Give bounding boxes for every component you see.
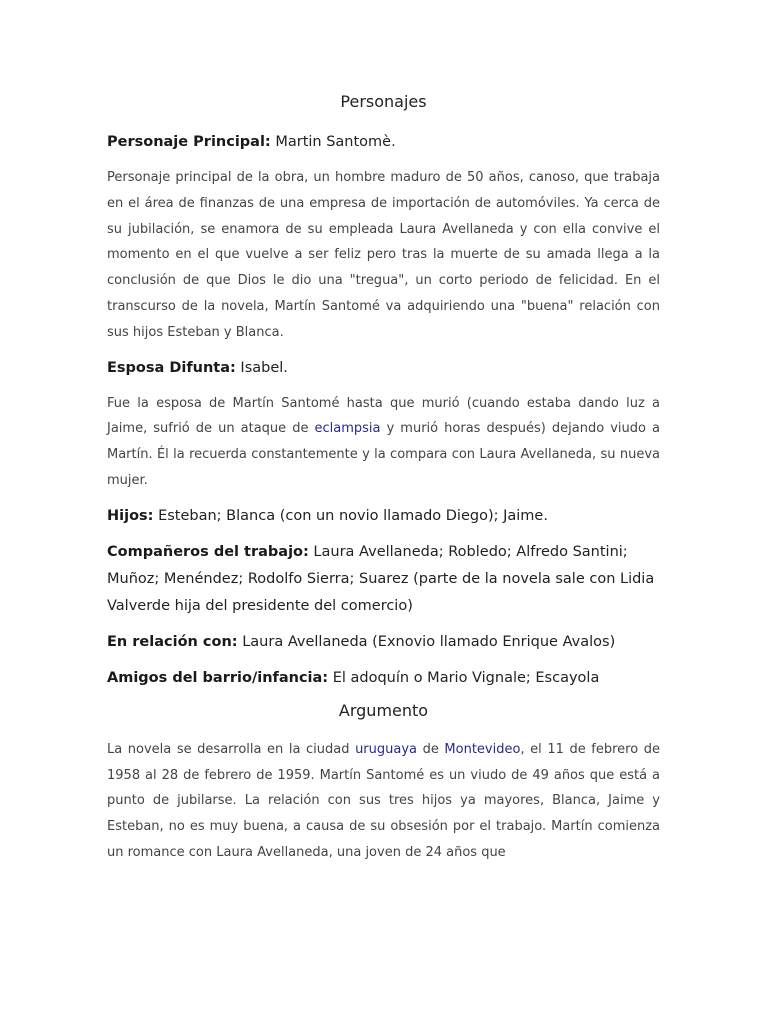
relacion-label: En relación con: xyxy=(107,633,238,650)
principal-label: Personaje Principal: xyxy=(107,134,271,150)
esposa-line xyxy=(107,355,660,382)
argumento-text-1: La novela se desarrolla en la ciudad xyxy=(107,741,356,757)
principal-line xyxy=(107,129,660,156)
principal-value: Martin Santomè. xyxy=(270,134,396,150)
esposa-description-text-1: Fue la esposa de Martín Santomé hasta que murió (cuando estaba dando luz a Jaime, sufrió de un ataque de xyxy=(107,395,660,437)
personajes-heading: Personajes xyxy=(340,92,427,111)
hijos-label: Hijos: xyxy=(107,507,154,524)
amigos-line xyxy=(107,665,660,692)
montevideo-link[interactable]: Montevideo xyxy=(444,741,521,757)
argumento-paragraph xyxy=(107,737,660,866)
principal-description: Personaje principal de la obra, un hombre maduro de 50 años, canoso, que trabaja en el área de finanzas de una empresa de importación de automóviles. Ya cerca de su jubilación, se enamora de su empleada Laura Avellaneda y con ella convive el momento en el que vuelve a ser feliz pero tras la muerte de su amada llega a la conclusión de que Dios le dio una "tregua", un corto periodo de felicidad. En el transcurso de la novela, Martín Santomé va adquiriendo una "buena" relación con sus hijos Esteban y Blanca. xyxy=(107,170,660,340)
amigos-value: El adoquín o Mario Vignale; Escayola xyxy=(328,669,600,686)
argumento-text-3: , el 11 de febrero de 1958 al 28 de febrero de 1959. Martín Santomé es un viudo de 49 años que está a punto de jubilarse. La relación con sus tres hijos ya mayores, Blanca, Jaime y Esteban, no es muy buena, a causa de su obsesión por el trabajo. Martín comienza un romance con Laura Avellaneda, una joven de 24 años que xyxy=(107,741,660,860)
companeros-label: Compañeros del trabajo: xyxy=(107,543,309,560)
relacion-line xyxy=(107,629,660,656)
argumento-text-2: de xyxy=(417,741,445,757)
esposa-value: Isabel. xyxy=(235,359,288,376)
companeros-line xyxy=(107,539,660,620)
esposa-label: Esposa Difunta: xyxy=(107,359,236,376)
hijos-value: Esteban; Blanca (con un novio llamado Diego); Jaime. xyxy=(153,507,548,524)
argumento-heading: Argumento xyxy=(338,700,429,720)
relacion-value: Laura Avellaneda (Exnovio llamado Enrique Avalos) xyxy=(237,633,616,650)
eclampsia-link[interactable]: eclampsia xyxy=(314,421,381,437)
companeros-value: Laura Avellaneda; Robledo; Alfredo Santini; Muñoz; Menéndez; Rodolfo Sierra; Suarez (parte de la novela sale con Lidia Valverde hija del presidente del comercio) xyxy=(107,543,655,614)
amigos-label: Amigos del barrio/infancia: xyxy=(107,669,329,686)
esposa-description xyxy=(107,391,660,494)
uruguaya-link[interactable]: uruguaya xyxy=(355,741,418,757)
document-page xyxy=(107,92,660,875)
hijos-line xyxy=(107,503,660,530)
esposa-description-text-2: y murió horas después) dejando viudo a Martín. Él la recuerda constantemente y la compara con Laura Avellaneda, su nueva mujer. xyxy=(107,421,660,488)
